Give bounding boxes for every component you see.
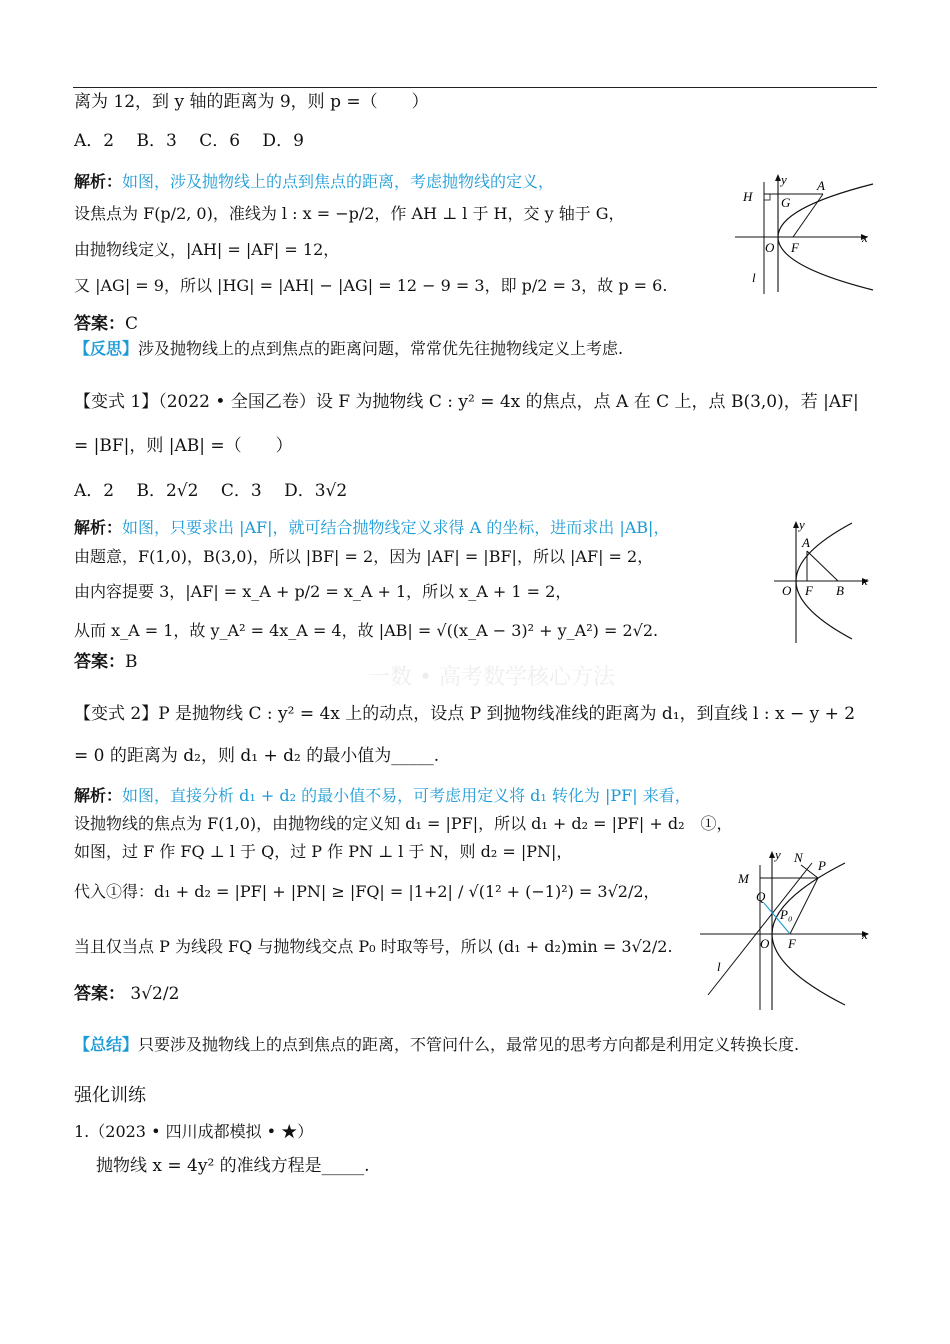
fig1-label-l: l bbox=[752, 270, 756, 285]
summary-text: 只要涉及抛物线上的点到焦点的距离，不管问什么，最常见的思考方向都是利用定义转换长度. bbox=[138, 1035, 800, 1054]
step-line: 如图，过 F 作 FQ ⊥ l 于 Q，过 P 作 PN ⊥ l 于 N，则 d₂ = |PN|， bbox=[74, 842, 573, 861]
fig2-label-o: O bbox=[782, 583, 792, 598]
reflection-text: 涉及抛物线上的点到焦点的距离问题，常常优先往抛物线定义上考虑. bbox=[138, 339, 624, 358]
summary-label: 【总结】 bbox=[74, 1035, 139, 1054]
variant1-answer bbox=[74, 650, 138, 674]
fig3-label-l: l bbox=[717, 959, 721, 974]
figure-parabola-3 bbox=[700, 845, 875, 1013]
fig3-label-p0: P₀ bbox=[780, 907, 793, 922]
variant2-head: 【变式 2】P 是抛物线 C : y² = 4x 上的动点，设点 P 到抛物线准线的距离为 d₁，到直线 l : x − y + 2 bbox=[74, 704, 856, 724]
answer-line bbox=[74, 312, 138, 336]
step-line: 由内容提要 3，|AF| = x_A + p/2 = x_A + 1，所以 x_A + 1 = 2， bbox=[74, 582, 572, 601]
step-line: 由题意，F(1,0)，B(3,0)，所以 |BF| = 2，因为 |AF| = |BF|，所以 |AF| = 2， bbox=[74, 547, 654, 566]
question-tail: 离为 12，到 y 轴的距离为 9，则 p =（ ） bbox=[74, 92, 429, 112]
variant2-head-cont: = 0 的距离为 d₂，则 d₁ + d₂ 的最小值为_____. bbox=[74, 746, 440, 766]
fig3-label-q: Q bbox=[756, 889, 766, 904]
fig3-label-p: P bbox=[818, 858, 826, 873]
variant1-head: 【变式 1】（2022 • 全国乙卷）设 F 为抛物线 C : y² = 4x 的焦点，点 A 在 C 上，点 B(3,0)，若 |AF| bbox=[74, 392, 859, 412]
step-line: 又 |AG| = 9，所以 |HG| = |AH| − |AG| = 12 − 9 = 3，即 p/2 = 3，故 p = 6. bbox=[74, 276, 668, 295]
fig1-label-f: F bbox=[791, 240, 799, 255]
fig2-label-a: A bbox=[802, 535, 810, 550]
variant1-head-cont: = |BF|，则 |AB| =（ ） bbox=[74, 436, 293, 456]
analysis-label: 解析： bbox=[74, 518, 123, 537]
answer-value: 3√2/2 bbox=[130, 984, 180, 1004]
fig2-label-b: B bbox=[836, 583, 844, 598]
variant2-analysis-intro bbox=[74, 784, 691, 808]
analysis-intro bbox=[74, 170, 554, 194]
answer-label: 答案： bbox=[74, 314, 125, 334]
fig1-label-o: O bbox=[765, 240, 775, 255]
reflection-label: 【反思】 bbox=[74, 339, 139, 358]
fig3-label-o: O bbox=[760, 936, 770, 951]
step-line: 当且仅当点 P 为线段 FQ 与抛物线交点 P₀ 时取等号，所以 (d₁ + d₂)min = 3√2/2. bbox=[74, 937, 673, 956]
step-line: 从而 x_A = 1，故 y_A² = 4x_A = 4，故 |AB| = √((x_A − 3)² + y_A²) = 2√2. bbox=[74, 621, 659, 640]
answer-label: 答案： bbox=[74, 652, 125, 672]
figure-parabola-1 bbox=[735, 170, 875, 295]
fig3-label-m: M bbox=[738, 871, 749, 886]
variant1-options: A．2 B．2√2 C．3 D．3√2 bbox=[74, 481, 348, 501]
answer-value: B bbox=[125, 652, 138, 672]
watermark: 一数 • 高考数学核心方法 bbox=[368, 665, 615, 690]
fig1-label-a: A bbox=[817, 178, 825, 193]
training-q1-head: 1.（2023 • 四川成都模拟 • ★） bbox=[74, 1122, 314, 1141]
variant2-answer bbox=[74, 982, 179, 1006]
figure-parabola-2 bbox=[770, 515, 875, 645]
analysis-label: 解析： bbox=[74, 172, 123, 191]
analysis-label: 解析： bbox=[74, 786, 123, 805]
fig3-label-n: N bbox=[794, 850, 803, 865]
fig2-label-f: F bbox=[805, 583, 813, 598]
fig1-label-y: y bbox=[781, 172, 787, 187]
summary-line bbox=[74, 1033, 799, 1057]
answer-label: 答案： bbox=[74, 984, 125, 1004]
fig1-label-x: x bbox=[862, 230, 868, 245]
reflection-line bbox=[74, 337, 623, 361]
fig1-label-g: G bbox=[781, 195, 791, 210]
fig2-label-x: x bbox=[862, 573, 868, 588]
analysis-hint: 如图，只要求出 |AF|，就可结合抛物线定义求得 A 的坐标，进而求出 |AB|， bbox=[122, 518, 670, 537]
top-rule bbox=[73, 87, 877, 88]
step-line: 代入①得：d₁ + d₂ = |PF| + |PN| ≥ |FQ| = |1+2| / √(1² + (−1)²) = 3√2/2， bbox=[74, 882, 660, 901]
training-q1-body: 抛物线 x = 4y² 的准线方程是_____. bbox=[96, 1156, 370, 1176]
fig1-label-h: H bbox=[743, 189, 753, 204]
fig3-label-f: F bbox=[788, 936, 796, 951]
options-line: A．2 B．3 C．6 D．9 bbox=[74, 131, 304, 151]
step-line: 由抛物线定义，|AH| = |AF| = 12， bbox=[74, 240, 340, 259]
answer-value: C bbox=[125, 314, 139, 334]
variant1-analysis-intro bbox=[74, 516, 669, 540]
step-line: 设抛物线的焦点为 F(1,0)，由抛物线的定义知 d₁ = |PF|，所以 d₁ + d₂ = |PF| + d₂ ①， bbox=[74, 814, 733, 833]
fig3-label-y: y bbox=[775, 847, 781, 862]
fig3-label-x: x bbox=[862, 927, 868, 942]
analysis-hint: 如图，直接分析 d₁ + d₂ 的最小值不易，可考虑用定义将 d₁ 转化为 |PF| 来看， bbox=[122, 786, 691, 805]
analysis-hint: 如图，涉及抛物线上的点到焦点的距离，考虑抛物线的定义， bbox=[122, 172, 555, 191]
training-title: 强化训练 bbox=[74, 1085, 146, 1106]
step-line: 设焦点为 F(p/2, 0)，准线为 l : x = −p/2，作 AH ⊥ l 于 H，交 y 轴于 G， bbox=[74, 204, 625, 223]
fig2-label-y: y bbox=[799, 517, 805, 532]
